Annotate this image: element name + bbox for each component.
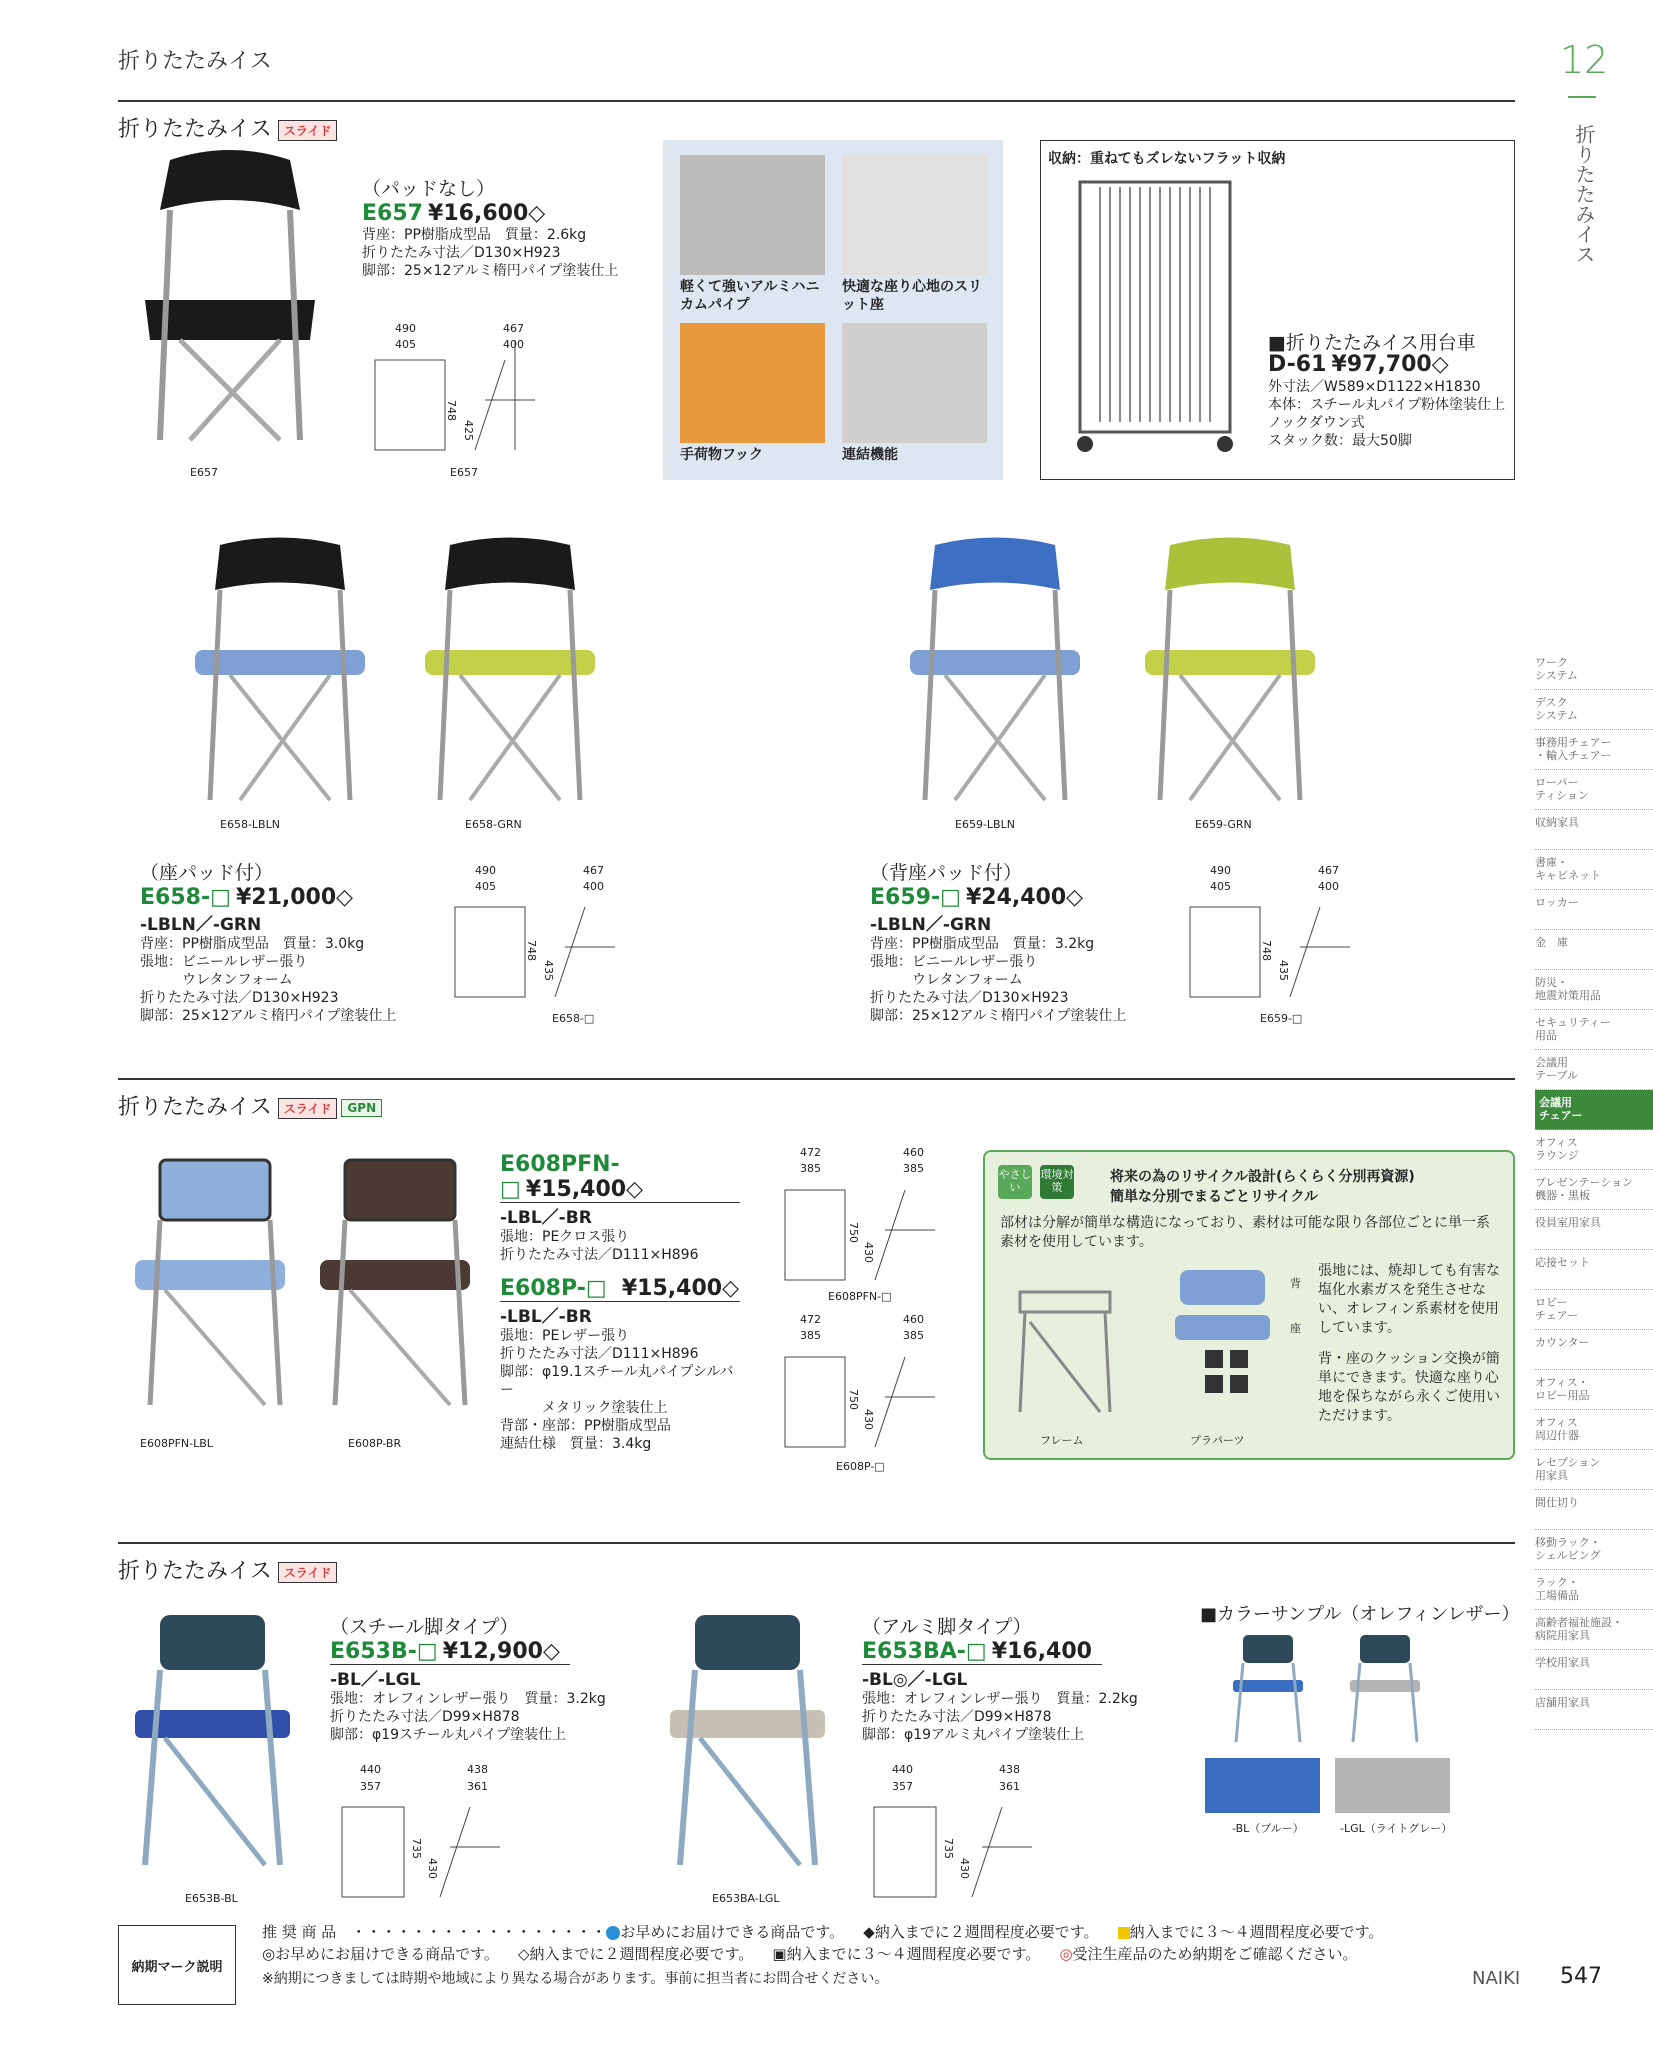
page-number: 547 xyxy=(1560,1964,1602,1989)
e653b-dim-h1: 735 xyxy=(410,1838,423,1859)
e608p-dim-d2: 385 xyxy=(903,1329,924,1342)
e657-dim-w2: 405 xyxy=(395,338,416,351)
color-sample-chair-gray xyxy=(1345,1632,1425,1747)
eco-subtitle: 簡単な分別でまるごとリサイクル xyxy=(1110,1189,1319,1205)
e608pfn-info xyxy=(500,1152,740,1264)
e608p-dim-h2: 430 xyxy=(862,1409,875,1430)
feature-label-3: 連結機能 xyxy=(842,447,898,463)
color-swatch-bl xyxy=(1205,1758,1320,1813)
e608p-dim-w2: 385 xyxy=(800,1329,821,1342)
sidenav-item[interactable]: 役員室用家具 xyxy=(1535,1210,1653,1250)
brand-name: NAIKI xyxy=(1472,1968,1521,1989)
e659-dim-w2: 405 xyxy=(1210,880,1231,893)
e608p-price: ¥15,400◇ xyxy=(621,1276,739,1301)
e653b-dim-w2: 357 xyxy=(360,1780,381,1793)
e653b-bl-photo xyxy=(125,1610,300,1880)
legend-row-1 xyxy=(262,1922,1383,1942)
sidenav-item[interactable]: 収納家具 xyxy=(1535,810,1653,850)
e653ba-lgl-photo xyxy=(660,1610,835,1880)
section2-rule xyxy=(118,1078,1515,1080)
section1-title: 折りたたみイス スライド xyxy=(118,112,337,143)
sidenav-item[interactable]: 学校用家具 xyxy=(1535,1650,1653,1690)
e653b-info xyxy=(330,1612,606,1744)
e653ba-lgl-caption: E653BA-LGL xyxy=(712,1892,780,1905)
e657-spec-1: 折りたたみ寸法／D130×H923 xyxy=(362,245,561,261)
eco-label-frame: フレーム xyxy=(1040,1434,1084,1447)
e608p-spec-3: メタリック塗装仕上 xyxy=(500,1400,668,1416)
e657-dim-d1: 467 xyxy=(503,322,524,335)
eco-body3: 背・座のクッション交換が簡単にできます。快適な座り心地を保ちながら永くご使用いただけます。 xyxy=(1318,1351,1500,1424)
eco-parts-drawing xyxy=(1170,1265,1280,1415)
e659-dim-h1: 748 xyxy=(1260,940,1273,961)
e608pfn-dim-d1: 460 xyxy=(903,1146,924,1159)
cart-spec-2: ノックダウン式 xyxy=(1268,415,1365,431)
e658-variant: （座パッド付） xyxy=(140,862,274,884)
e658-spec-2: ウレタンフォーム xyxy=(140,972,293,988)
eco-body: 部材は分解が簡単な構造になっており、素材は可能な限り各部位ごとに単一系素材を使用しています。 xyxy=(1000,1215,1490,1250)
legend-open-diamond: ◇納入までに２週間程度必要です。 xyxy=(517,1945,754,1963)
e653ba-price: ¥16,400 xyxy=(991,1639,1092,1664)
e653ba-dim-h1: 735 xyxy=(942,1838,955,1859)
feature-photo-seat xyxy=(842,155,987,275)
e653ba-code: E653BA-□ xyxy=(862,1639,987,1664)
color-sample-title: ■カラーサンプル（オレフィンレザー） xyxy=(1200,1604,1520,1625)
legend-made-to-order: 受注生産品のため納期をご確認ください。 xyxy=(1072,1945,1358,1963)
e608p-spec-2: 脚部：φ19.1スチール丸パイプシルバー xyxy=(500,1364,734,1398)
e658-dim-d2: 400 xyxy=(583,880,604,893)
e657-info xyxy=(362,174,618,280)
e608pfn-lbl-caption: E608PFN-LBL xyxy=(140,1437,213,1450)
e659-dim-d2: 400 xyxy=(1318,880,1339,893)
e658-lbln-caption: E658-LBLN xyxy=(220,818,280,831)
e608pfn-dim-d2: 385 xyxy=(903,1162,924,1175)
eco-label-back: 背 xyxy=(1290,1277,1301,1290)
e653ba-dim-w2: 357 xyxy=(892,1780,913,1793)
delivery-legend-label: 納期マーク説明 xyxy=(118,1925,236,2005)
e658-lbln-photo xyxy=(190,535,370,815)
e659-grn-caption: E659-GRN xyxy=(1195,818,1252,831)
eco-label-parts: プラパーツ xyxy=(1190,1434,1245,1447)
feature-photo-pipe xyxy=(680,155,825,275)
e659-grn-photo xyxy=(1140,535,1320,815)
e653b-colors: -BL／-LGL xyxy=(330,1670,421,1690)
eco-body2: 張地には、焼却しても有害な塩化水素ガスを発生させない、オレフィン系素材を使用しています。 xyxy=(1318,1263,1500,1336)
e653ba-spec-1: 折りたたみ寸法／D99×H878 xyxy=(862,1709,1052,1725)
e657-dim-caption: E657 xyxy=(450,466,478,479)
cart-photo xyxy=(1060,172,1260,462)
color-swatch-lgl xyxy=(1335,1758,1450,1813)
legend-blue-dot: お早めにお届けできる商品です。 xyxy=(620,1923,845,1941)
e608pfn-dim-w2: 385 xyxy=(800,1162,821,1175)
e659-variant: （背座パッド付） xyxy=(870,862,1023,884)
legend-circle: ◎お早めにお届けできる商品です。 xyxy=(262,1945,499,1963)
e608p-dim-d1: 460 xyxy=(903,1313,924,1326)
e659-spec-3: 折りたたみ寸法／D130×H923 xyxy=(870,990,1069,1006)
e657-dim-h2: 425 xyxy=(462,420,475,441)
eco-badge-2: 環境対策 xyxy=(1040,1165,1074,1199)
e657-caption: E657 xyxy=(190,466,218,479)
legend-recommended: 推 奨 商 品 ・・・・・・・・・・・・・・・・・ xyxy=(262,1923,607,1941)
sidenav-item[interactable]: ロッカー xyxy=(1535,890,1653,930)
feature-label-2: 手荷物フック xyxy=(680,447,764,463)
eco-frame-drawing xyxy=(1010,1262,1130,1422)
e653ba-info xyxy=(862,1612,1138,1744)
e653b-code: E653B-□ xyxy=(330,1639,438,1664)
e658-dim-caption: E658-□ xyxy=(552,1012,595,1025)
e653ba-colors: -BL◎／-LGL xyxy=(862,1670,968,1690)
sidenav-item[interactable]: 高齢者福祉施設・ 病院用家具 xyxy=(1535,1610,1653,1650)
e659-dim-d1: 467 xyxy=(1318,864,1339,877)
e608pfn-dim-h2: 430 xyxy=(862,1242,875,1263)
e658-spec-0: 背座：PP樹脂成型品 質量：3.0kg xyxy=(140,936,365,952)
sidenav-item-active[interactable]: 会議用 チェアー xyxy=(1535,1090,1653,1130)
e657-photo xyxy=(130,140,330,450)
e608pfn-code: E608PFN-□ xyxy=(500,1152,620,1202)
sidenav xyxy=(1535,650,1653,1730)
e658-spec-3: 折りたたみ寸法／D130×H923 xyxy=(140,990,339,1006)
e608pfn-lbl-photo xyxy=(125,1150,295,1420)
e653b-dim-d1: 438 xyxy=(467,1763,488,1776)
legend-note: ※納期につきましては時期や地域により異なる場合があります。事前に担当者にお問合せください。 xyxy=(262,1971,889,1987)
sidenav-item[interactable]: 間仕切り xyxy=(1535,1490,1653,1530)
e653b-spec-2: 脚部：φ19スチール丸パイプ塗装仕上 xyxy=(330,1727,567,1743)
sidenav-item[interactable]: ロビー チェアー xyxy=(1535,1290,1653,1330)
sidenav-item[interactable]: プレゼンテーション 機器・黒板 xyxy=(1535,1170,1653,1210)
sidenav-item[interactable]: カウンター xyxy=(1535,1330,1653,1370)
blue-dot-icon xyxy=(606,1926,620,1940)
sidenav-item[interactable]: ローパー ティション xyxy=(1535,770,1653,810)
e659-lbln-photo xyxy=(905,535,1085,815)
chapter-number: 12 xyxy=(1560,38,1609,82)
section1-rule xyxy=(118,100,1515,102)
feature-label-0: 軽くて強いアルミハニカムパイプ xyxy=(680,279,820,313)
e608pfn-dim-h1: 750 xyxy=(847,1222,860,1243)
e653b-dim-h2: 430 xyxy=(426,1858,439,1879)
legend-yellow-square: 納入までに３～４週間程度必要です。 xyxy=(1129,1923,1384,1941)
e608p-br-caption: E608P-BR xyxy=(348,1437,402,1450)
e608p-dim-caption: E608P-□ xyxy=(836,1460,885,1473)
sidenav-item[interactable]: 事務用チェアー ・輸入チェアー xyxy=(1535,730,1653,770)
e659-dim-h2: 435 xyxy=(1277,960,1290,981)
e658-grn-caption: E658-GRN xyxy=(465,818,522,831)
e608p-spec-1: 折りたたみ寸法／D111×H896 xyxy=(500,1346,699,1362)
eco-label-seat: 座 xyxy=(1290,1322,1301,1335)
cart-specs xyxy=(1268,378,1505,450)
color-swatch-lgl-label: -LGL（ライトグレー） xyxy=(1340,1822,1453,1835)
e608pfn-dim-caption: E608PFN-□ xyxy=(828,1290,892,1303)
e653ba-dim-w1: 440 xyxy=(892,1763,913,1776)
e659-spec-2: ウレタンフォーム xyxy=(870,972,1023,988)
e659-colors: -LBLN／-GRN xyxy=(870,915,992,935)
e608pfn-spec-0: 張地：PEクロス張り xyxy=(500,1229,630,1245)
e608p-code: E608P-□ xyxy=(500,1276,607,1301)
e608p-spec-5: 連結仕様 質量：3.4kg xyxy=(500,1436,652,1452)
e658-spec-1: 張地：ビニールレザー張り xyxy=(140,954,308,970)
e608p-spec-0: 張地：PEレザー張り xyxy=(500,1328,630,1344)
e658-dim-w2: 405 xyxy=(475,880,496,893)
e659-spec-1: 張地：ビニールレザー張り xyxy=(870,954,1038,970)
feature-photo-link xyxy=(842,323,987,443)
cart-spec-3: スタック数：最大50脚 xyxy=(1268,433,1412,449)
e658-code: E658-□ xyxy=(140,885,231,910)
cart-heading: 収納：重ねてもズレないフラット収納 xyxy=(1048,151,1286,167)
e608pfn-dim-w1: 472 xyxy=(800,1146,821,1159)
eco-badge-1: やさしい xyxy=(998,1165,1032,1199)
sidenav-item[interactable]: オフィス ラウンジ xyxy=(1535,1130,1653,1170)
sidenav-item[interactable]: 防災・ 地震対策用品 xyxy=(1535,970,1653,1010)
sidenav-item[interactable]: 金 庫 xyxy=(1535,930,1653,970)
sidenav-item[interactable]: オフィス・ ロビー用品 xyxy=(1535,1370,1653,1410)
sidenav-item[interactable]: 移動ラック・ シェルビング xyxy=(1535,1530,1653,1570)
e608p-info xyxy=(500,1276,740,1453)
legend-row-2 xyxy=(262,1944,1358,1964)
cart-spec-0: 外寸法／W589×D1122×H1830 xyxy=(1268,379,1481,395)
e658-dim-h2: 435 xyxy=(542,960,555,981)
e657-code: E657 xyxy=(362,201,423,226)
e657-variant: （パッドなし） xyxy=(362,178,496,200)
legend-square: ▣納入までに３～４週間程度必要です。 xyxy=(772,1945,1041,1963)
e658-colors: -LBLN／-GRN xyxy=(140,915,262,935)
sidenav-item[interactable]: セキュリティー 用品 xyxy=(1535,1010,1653,1050)
feature-label-1: 快適な座り心地のスリット座 xyxy=(842,279,982,313)
sidenav-item[interactable]: 会議用 テーブル xyxy=(1535,1050,1653,1090)
eco-title: 将来の為のリサイクル設計(らくらく分別再資源) xyxy=(1110,1169,1415,1185)
e659-info xyxy=(870,858,1126,1025)
e653ba-spec-2: 脚部：φ19アルミ丸パイプ塗装仕上 xyxy=(862,1727,1085,1743)
e657-spec-0: 背座：PP樹脂成型品 質量：2.6kg xyxy=(362,227,587,243)
e608pfn-spec-1: 折りたたみ寸法／D111×H896 xyxy=(500,1247,699,1263)
e658-grn-photo xyxy=(420,535,600,815)
chapter-underline xyxy=(1568,96,1596,98)
e659-code: E659-□ xyxy=(870,885,961,910)
e653ba-variant: （アルミ脚タイプ） xyxy=(862,1616,1032,1638)
e657-spec-2: 脚部：25×12アルミ楕円パイプ塗装仕上 xyxy=(362,263,619,279)
sidenav-item[interactable]: ラック・ 工場備品 xyxy=(1535,1570,1653,1610)
e653b-variant: （スチール脚タイプ） xyxy=(330,1616,519,1638)
e608p-br-photo xyxy=(310,1150,480,1420)
sidenav-item[interactable]: 書庫・ キャビネット xyxy=(1535,850,1653,890)
e608pfn-price: ¥15,400◇ xyxy=(525,1177,644,1202)
e659-price: ¥24,400◇ xyxy=(965,885,1084,910)
feature-photo-hook xyxy=(680,323,825,443)
section2-title: 折りたたみイス スライド GPN xyxy=(118,1090,382,1121)
e658-info xyxy=(140,858,396,1025)
e658-dim-w1: 490 xyxy=(475,864,496,877)
e608p-spec-4: 背部・座部：PP樹脂成型品 xyxy=(500,1418,671,1434)
e659-spec-0: 背座：PP樹脂成型品 質量：3.2kg xyxy=(870,936,1095,952)
sidenav-item[interactable]: オフィス 周辺什器 xyxy=(1535,1410,1653,1450)
e653b-bl-caption: E653B-BL xyxy=(185,1892,238,1905)
cart-price: ¥97,700◇ xyxy=(1331,352,1449,377)
e608pfn-colors: -LBL／-BR xyxy=(500,1208,592,1228)
sidenav-item[interactable]: 店舗用家具 xyxy=(1535,1690,1653,1730)
e658-spec-4: 脚部：25×12アルミ楕円パイプ塗装仕上 xyxy=(140,1008,397,1024)
section3-title: 折りたたみイス スライド xyxy=(118,1554,337,1585)
e653ba-dim-d2: 361 xyxy=(999,1780,1020,1793)
e653b-spec-0: 張地：オレフィンレザー張り 質量：3.2kg xyxy=(330,1691,606,1707)
e608p-dim-w1: 472 xyxy=(800,1313,821,1326)
e659-spec-4: 脚部：25×12アルミ楕円パイプ塗装仕上 xyxy=(870,1008,1127,1024)
cart-code: D-61 xyxy=(1268,352,1327,377)
e659-lbln-caption: E659-LBLN xyxy=(955,818,1015,831)
color-sample-chair-blue xyxy=(1228,1632,1308,1747)
cart-spec-1: 本体：スチール丸パイプ粉体塗装仕上 xyxy=(1268,397,1506,413)
e657-dim-w1: 490 xyxy=(395,322,416,335)
e658-dim-h1: 748 xyxy=(525,940,538,961)
e657-price: ¥16,600◇ xyxy=(428,201,546,226)
e608p-colors: -LBL／-BR xyxy=(500,1307,592,1327)
e658-dim-d1: 467 xyxy=(583,864,604,877)
e653ba-dimension-drawing xyxy=(862,1762,1052,1907)
e653b-dim-w1: 440 xyxy=(360,1763,381,1776)
section3-rule xyxy=(118,1542,1515,1544)
sidenav-item[interactable]: ワーク システム xyxy=(1535,650,1653,690)
color-swatch-bl-label: -BL（ブルー） xyxy=(1232,1822,1304,1835)
made-to-order-icon: ◎ xyxy=(1059,1945,1073,1963)
sidenav-item[interactable]: デスク システム xyxy=(1535,690,1653,730)
e653b-price: ¥12,900◇ xyxy=(442,1639,560,1664)
legend-diamond: ◆納入までに２週間程度必要です。 xyxy=(863,1923,1099,1941)
e657-dim-d2: 400 xyxy=(503,338,524,351)
sidenav-item[interactable]: レセプション 用家具 xyxy=(1535,1450,1653,1490)
yellow-square-icon xyxy=(1118,1927,1130,1939)
e653b-dimension-drawing xyxy=(330,1762,520,1907)
sidenav-item[interactable]: 応接セット xyxy=(1535,1250,1653,1290)
e653ba-spec-0: 張地：オレフィンレザー張り 質量：2.2kg xyxy=(862,1691,1138,1707)
cart-title: ■折りたたみイス用台車 xyxy=(1268,332,1476,354)
e658-price: ¥21,000◇ xyxy=(235,885,354,910)
e659-dim-caption: E659-□ xyxy=(1260,1012,1303,1025)
side-title: 折りたたみイス xyxy=(1572,124,1596,264)
e608p-dim-h1: 750 xyxy=(847,1389,860,1410)
e653ba-dim-d1: 438 xyxy=(999,1763,1020,1776)
e653ba-dim-h2: 430 xyxy=(958,1858,971,1879)
e653b-spec-1: 折りたたみ寸法／D99×H878 xyxy=(330,1709,520,1725)
e653b-dim-d2: 361 xyxy=(467,1780,488,1793)
e659-dim-w1: 490 xyxy=(1210,864,1231,877)
e657-dim-h1: 748 xyxy=(445,400,458,421)
page-category-title: 折りたたみイス xyxy=(118,49,272,74)
